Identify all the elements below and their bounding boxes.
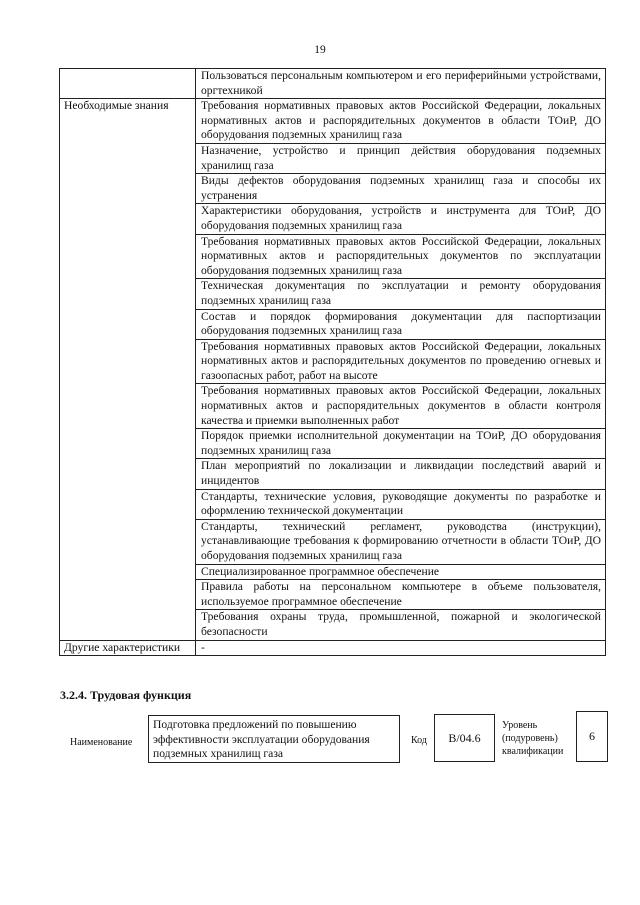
requirement-item: Порядок приемки исполнительной документации на ТОиР, ДО оборудования подземных хранилищ газа: [196, 429, 606, 459]
requirement-item: Стандарты, технический регламент, руководства (инструкции), устанавливающие требования к формированию отчетности в области ТОиР, ДО оборудования подземных хранилищ газа: [196, 519, 606, 564]
table-row: [60, 99, 606, 144]
requirement-item: Стандарты, технические условия, руководящие документы по разработке и оформлению технической документации: [196, 489, 606, 519]
requirement-item: Требования нормативных правовых актов Российской Федерации, локальных нормативных актов и распорядительных документов по проведению огневых и газоопасных работ, работ на высоте: [196, 339, 606, 384]
requirement-item: Правила работы на персональном компьютере в объеме пользователя, используемое программное обеспечение: [196, 580, 606, 610]
table-row: [60, 640, 606, 656]
row-label: [60, 69, 196, 99]
table-row: [60, 69, 606, 99]
requirement-item: Специализированное программное обеспечение: [196, 564, 606, 580]
row-label: Необходимые знания: [60, 99, 196, 640]
requirement-item: Состав и порядок формирования документации для паспортизации оборудования подземных хранилищ газа: [196, 309, 606, 339]
section-heading: 3.2.4. Трудовая функция: [60, 688, 192, 702]
requirement-item: Требования нормативных правовых актов Российской Федерации, локальных нормативных актов и распорядительных документов в области контроля качества и приемки выполненных работ: [196, 384, 606, 429]
code-value-box: B/04.6: [434, 714, 495, 762]
qualification-level-label: Уровень (подуровень) квалификации: [502, 720, 564, 757]
code-label: Код: [411, 735, 427, 746]
requirement-item: Характеристики оборудования, устройств и инструмента для ТОиР, ДО оборудования подземных хранилищ газа: [196, 204, 606, 234]
name-label: Наименование: [70, 737, 133, 748]
requirement-item: -: [196, 640, 606, 656]
requirement-item: Требования охраны труда, промышленной, пожарной и экологической безопасности: [196, 610, 606, 640]
requirements-table: [59, 68, 606, 656]
requirement-item: Требования нормативных правовых актов Российской Федерации, локальных нормативных актов и распорядительных документов в области ТОиР, ДО оборудования подземных хранилищ газа: [196, 99, 606, 144]
requirement-item: Виды дефектов оборудования подземных хранилищ газа и способы их устранения: [196, 174, 606, 204]
name-value-box: Подготовка предложений по повышению эффективности эксплуатации оборудования подземных хранилищ газа: [148, 715, 400, 763]
qualification-level-box: 6: [576, 711, 608, 762]
requirement-item: Назначение, устройство и принцип действия оборудования подземных хранилищ газа: [196, 143, 606, 173]
requirement-item: Техническая документация по эксплуатации и ремонту оборудования подземных хранилищ газа: [196, 279, 606, 309]
requirement-item: План мероприятий по локализации и ликвидации последствий аварий и инцидентов: [196, 459, 606, 489]
requirement-item: Пользоваться персональным компьютером и его периферийными устройствами, оргтехникой: [196, 69, 606, 99]
row-label: Другие характеристики: [60, 640, 196, 656]
page-number: 19: [314, 44, 326, 56]
requirement-item: Требования нормативных правовых актов Российской Федерации, локальных нормативных актов и распорядительных документов по эксплуатации оборудования подземных хранилищ газа: [196, 234, 606, 279]
requirements-table-body: [60, 69, 606, 656]
